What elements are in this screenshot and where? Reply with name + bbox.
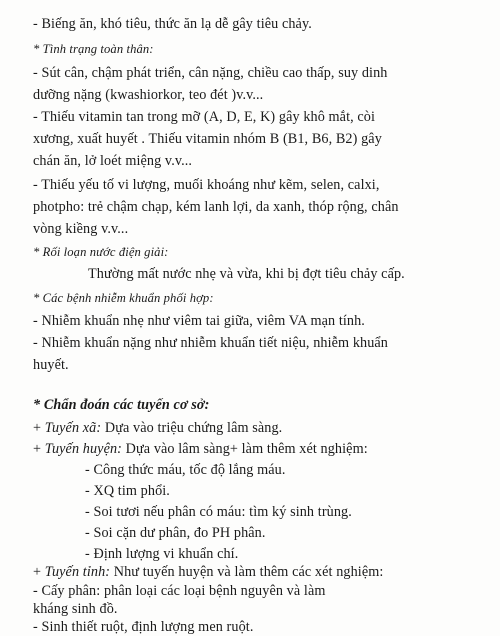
inline-label: Tuyến huyện: (44, 441, 122, 457)
list-item: - Công thức máu, tốc độ lắng máu. (85, 462, 286, 478)
text-line: chán ăn, lở loét miệng v.v... (33, 153, 193, 169)
text-rest: Dựa vào lâm sàng+ làm thêm xét nghiệm: (122, 441, 368, 457)
text-line: - Thiếu yếu tố vi lượng, muối khoáng như kẽm, selen, calxi, (33, 177, 380, 193)
text-line (33, 440, 368, 458)
list-item: - Soi cặn dư phân, đo PH phân. (85, 525, 266, 541)
section-heading: * Tình trạng toàn thân: (33, 42, 154, 56)
text-line (33, 419, 282, 437)
list-item: - Soi tươi nếu phân có máu: tìm ký sinh trùng. (85, 504, 352, 520)
list-item: - XQ tim phổi. (85, 483, 170, 499)
text-line: dưỡng nặng (kwashiorkor, teo đét )v.v... (33, 87, 264, 103)
text-lead: + (33, 420, 45, 436)
text-line: - Cấy phân: phân loại các loại bệnh nguyên và làm (33, 583, 326, 599)
section-title: * Chẩn đoán các tuyến cơ sở: (33, 397, 210, 413)
text-line: vòng kiềng v.v... (33, 221, 129, 237)
text-lead: + (33, 441, 45, 457)
text-line: xương, xuất huyết . Thiếu vitamin nhóm B (B1, B6, B2) gây (33, 131, 382, 147)
section-heading: * Các bệnh nhiễm khuẩn phối hợp: (33, 291, 214, 305)
text-line: - Nhiễm khuẩn nhẹ như viêm tai giữa, viêm VA mạn tính. (33, 313, 365, 329)
inline-label: Tuyến tỉnh: (44, 564, 111, 580)
text-line (33, 563, 383, 581)
text-line: - Sút cân, chậm phát triển, cân nặng, chiều cao thấp, suy dinh (33, 65, 388, 81)
text-line: - Sinh thiết ruột, định lượng men ruột. (33, 619, 254, 635)
inline-label: Tuyến xã: (44, 420, 102, 436)
list-item: - Định lượng vi khuẩn chí. (85, 546, 239, 562)
text-rest: Dựa vào triệu chứng lâm sàng. (101, 420, 283, 436)
text-line: huyết. (33, 357, 69, 373)
text-line: - Biếng ăn, khó tiêu, thức ăn lạ dễ gây tiêu chảy. (33, 16, 312, 32)
text-line: - Nhiễm khuẩn nặng như nhiễm khuẩn tiết niệu, nhiễm khuẩn (33, 335, 388, 351)
text-line: photpho: trẻ chậm chạp, kém lanh lợi, da xanh, thóp rộng, chân (33, 199, 399, 215)
text-lead: + (33, 564, 45, 580)
text-line: - Thiếu vitamin tan trong mỡ (A, D, E, K) gây khô mắt, còi (33, 109, 376, 125)
text-line: kháng sinh đồ. (33, 601, 118, 617)
text-rest: Như tuyến huyện và làm thêm các xét nghiệm: (110, 564, 384, 580)
text-line: Thường mất nước nhẹ và vừa, khi bị đợt tiêu chảy cấp. (88, 266, 405, 282)
section-heading: * Rối loạn nước điện giải: (33, 245, 169, 259)
